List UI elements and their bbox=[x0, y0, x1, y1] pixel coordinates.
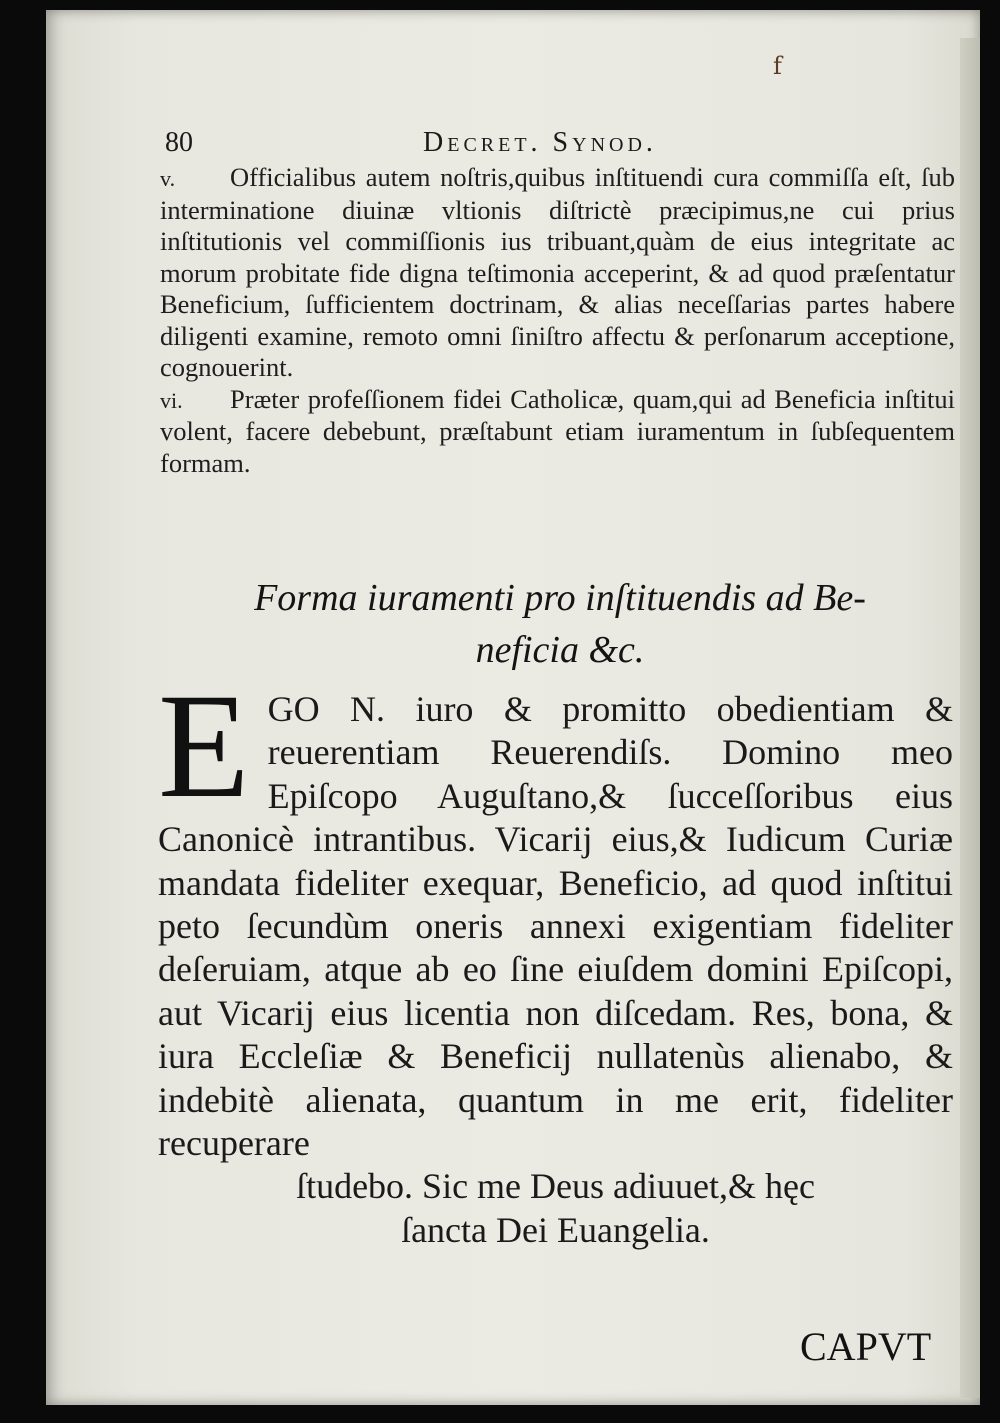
oath-closing-line-1: ſtudebo. Sic me Deus adiuuet,& hęc bbox=[296, 1166, 815, 1207]
oath-closing-line-2: ſancta Dei Euangelia. bbox=[401, 1209, 710, 1250]
decree-text bbox=[160, 162, 955, 479]
page-number: 80 bbox=[165, 127, 193, 158]
paragraph-number: vi. bbox=[160, 387, 183, 413]
oath-text bbox=[158, 663, 953, 1252]
paragraph-text: Officialibus autem noſtris,quibus inſtituendi cura commiſſa eſt, ſub interminatione diuinæ vltionis diſtrictè præcipimus,ne cui prius inſtitutionis vel commiſſionis ius tribuant,quàm de eius integritate ac morum probitate fide digna teſtimonia acceperint, & ad quod præſentatur Beneficium, ſufficientem doctrinam, & alias neceſſarias partes habere diligenti examine, remoto omni ſiniſtro affectu & perſonarum acceptione, cognouerint. bbox=[160, 162, 955, 382]
page-mark: f bbox=[773, 52, 782, 80]
paragraph-vi bbox=[160, 384, 955, 480]
catchword: CAPVT bbox=[800, 1324, 932, 1369]
paragraph-v bbox=[160, 162, 955, 384]
running-head-title: Decret. Synod. bbox=[423, 127, 657, 158]
heading-line-2: neficia &c. bbox=[475, 629, 645, 671]
drop-cap-initial: E bbox=[158, 663, 250, 829]
page-edge bbox=[960, 38, 980, 1398]
heading-line-1: Forma iuramenti pro inſtituendis ad Be- bbox=[254, 577, 866, 619]
oath-body: GO N. iuro & promitto obedientiam & reuerentiam Reuerendiſs. Domino meo Epiſcopo Auguſtano,& ſucceſſoribus eius Canonicè intrantibus. Vicarij eius,& Iudicum Curiæ mandata fideliter exequar, Beneficio, ad quod inſtitui peto ſecundùm oneris annexi exigentiam fideliter deſeruiam, atque ab eo ſine eiuſdem domini Epiſcopi, aut Vicarij eius licentia non diſcedam. Res, bona, & iura Eccleſiæ & Beneficij nullatenùs alienabo, & indebitè alienata, quantum in me erit, fideliter recuperare bbox=[158, 689, 953, 1164]
paragraph-number: v. bbox=[160, 166, 176, 191]
oath-form-heading bbox=[170, 572, 950, 676]
paragraph-text: Præter profeſſionem fidei Catholicæ, quam,qui ad Beneficia inſtitui volent, facere debebunt, præſtabunt etiam iuramentum in ſubſequentem formam. bbox=[160, 383, 955, 478]
